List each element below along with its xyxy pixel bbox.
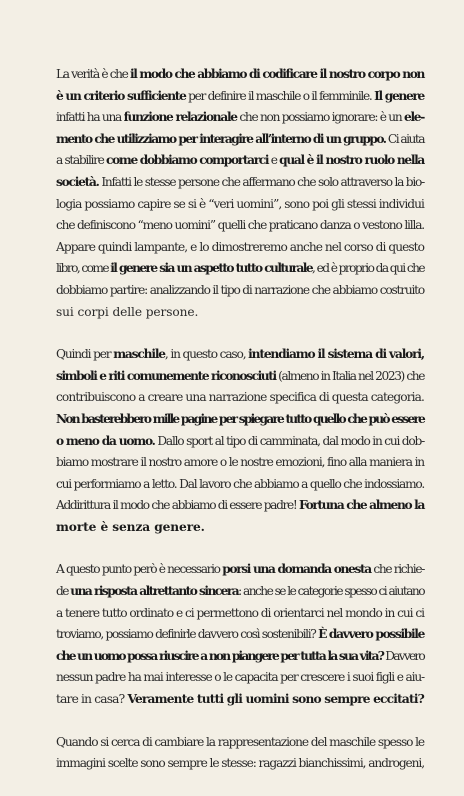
text-line <box>56 452 424 474</box>
paragraph-2 <box>56 344 424 538</box>
bold-text: morte è senza genere. <box>56 519 205 534</box>
bold-text: società. <box>56 174 99 189</box>
bold-text: il modo che abbiamo di codificare il nostro corpo non <box>130 67 424 81</box>
paragraph-4 <box>56 732 424 775</box>
text-run: Davvero <box>383 648 424 663</box>
text-line <box>56 431 424 453</box>
bold-text: Veramente tutti gli uomini sono sempre eccitati? <box>127 692 424 707</box>
text-line <box>56 474 424 496</box>
text-run: A questo punto però è necessario <box>56 562 223 577</box>
text-line <box>56 753 424 775</box>
bold-text: mento che utilizziamo per interagire all’interno di un gruppo. <box>56 131 386 146</box>
text-line <box>56 150 424 172</box>
text-run: Quindi per <box>56 347 114 362</box>
text-run: che richie- <box>370 562 424 577</box>
bold-text: simboli e riti comunemente riconosciuti <box>56 368 276 383</box>
text-run: : anche se le categorie spesso ci aiutano <box>238 584 425 599</box>
text-line <box>56 603 424 625</box>
bold-text: Il genere <box>374 88 424 103</box>
bold-text: porsi una domanda onesta <box>222 562 371 577</box>
text-run: , ed è proprio da qui che <box>312 261 424 276</box>
text-line <box>56 366 424 388</box>
text-line <box>56 302 424 324</box>
page-text <box>56 64 424 796</box>
text-run: logia possiamo capire se si è “veri uomini”, sono poi gli stessi individui <box>56 196 424 211</box>
bold-text: il genere sia un aspetto tutto culturale <box>110 261 313 276</box>
text-run: Ci aiuta <box>385 131 424 146</box>
text-line <box>56 689 424 711</box>
bold-text: è un criterio sufficiente <box>56 88 186 103</box>
text-line <box>56 107 424 129</box>
text-run: Quando si cerca di cambiare la rappresentazione del maschile spesso le <box>56 734 424 749</box>
text-run: cui performiamo a letto. Dal lavoro che abbiamo a quello che indossiamo. <box>56 476 424 491</box>
bold-text: che un uomo possa riuscire a non piangere per tutta la sua vita? <box>56 648 384 663</box>
text-line <box>56 732 424 754</box>
text-run: Appare quindi lampante, e lo dimostreremo anche nel corso di questo <box>56 239 424 254</box>
bold-text: o meno da uomo. <box>56 433 155 448</box>
bold-text: Non basterebbero mille pagine per spiegare tutto quello che può essere <box>56 411 424 426</box>
text-line <box>56 581 424 603</box>
bold-text: come dobbiamo comportarci <box>106 153 269 168</box>
text-line <box>56 409 424 431</box>
text-run: che definiscono “meno uomini” quelli che praticano danza o vestono lilla. <box>56 218 424 233</box>
text-run: e <box>268 153 280 168</box>
text-line <box>56 517 424 539</box>
text-run: dobbiamo partire: analizzando il tipo di narrazione che abbiamo costruito <box>56 282 424 297</box>
text-line <box>56 387 424 409</box>
text-run: La verità è che <box>56 67 131 81</box>
text-run: Addirittura il modo che abbiamo di essere padre! <box>56 498 299 513</box>
bold-text: Fortuna che almeno la <box>299 498 425 513</box>
paragraph-1 <box>56 64 424 323</box>
text-run: a tenere tutto ordinato e ci permettono di orientarci nel mondo in cui ci <box>56 605 424 620</box>
text-run: che non possiamo ignorare: è un <box>236 110 404 125</box>
text-line <box>56 215 424 237</box>
text-run: sui corpi delle persone. <box>56 304 199 319</box>
text-line <box>56 172 424 194</box>
text-run: Infatti le stesse persone che affermano che solo attraverso la bio- <box>98 174 424 189</box>
bold-text: qual è il nostro ruolo nella <box>279 153 425 168</box>
text-run: contribuiscono a creare una narrazione specifica di questa categoria. <box>56 390 424 405</box>
text-line <box>56 86 424 108</box>
text-line <box>56 646 424 668</box>
text-line <box>56 258 424 280</box>
bold-text: funzione relazionale <box>123 110 237 125</box>
bold-text: una risposta altrettanto sincera <box>70 584 239 599</box>
text-run: per definire il maschile o il femminile. <box>185 88 375 103</box>
paragraph-3 <box>56 559 424 710</box>
text-run: libro, come <box>56 261 111 276</box>
text-run: immagini scelte sono sempre le stesse: ragazzi bianchissimi, androgeni, <box>56 756 424 771</box>
text-line <box>56 559 424 581</box>
text-run: troviamo, possiamo definirle davvero così sostenibili? <box>56 627 319 642</box>
text-line <box>56 64 424 86</box>
text-line <box>56 280 424 302</box>
text-line <box>56 624 424 646</box>
text-line <box>56 237 424 259</box>
text-line <box>56 129 424 151</box>
bold-text: intendiamo il sistema di valori, <box>248 347 424 362</box>
text-line <box>56 344 424 366</box>
text-run: infatti ha una <box>56 110 124 125</box>
text-line <box>56 495 424 517</box>
bold-text: È davvero possibile <box>318 627 424 642</box>
text-run: , in questo caso, <box>164 347 249 362</box>
text-run: de <box>56 584 71 599</box>
text-run: biamo mostrare il nostro amore o le nostre emozioni, fino alla maniera in <box>56 455 424 470</box>
bold-text: maschile <box>113 347 165 362</box>
text-line <box>56 194 424 216</box>
text-run: nessun padre ha mai interesse o le capacita per crescere i suoi figli e aiu- <box>56 670 424 685</box>
bold-text: ele- <box>403 110 425 125</box>
text-run: (almeno in Italia nel 2023) che <box>275 368 425 383</box>
text-run: Dallo sport al tipo di camminata, dal modo in cui dob- <box>154 433 424 448</box>
text-run: a stabilire <box>56 153 106 168</box>
text-run: tare in casa? <box>56 692 128 707</box>
